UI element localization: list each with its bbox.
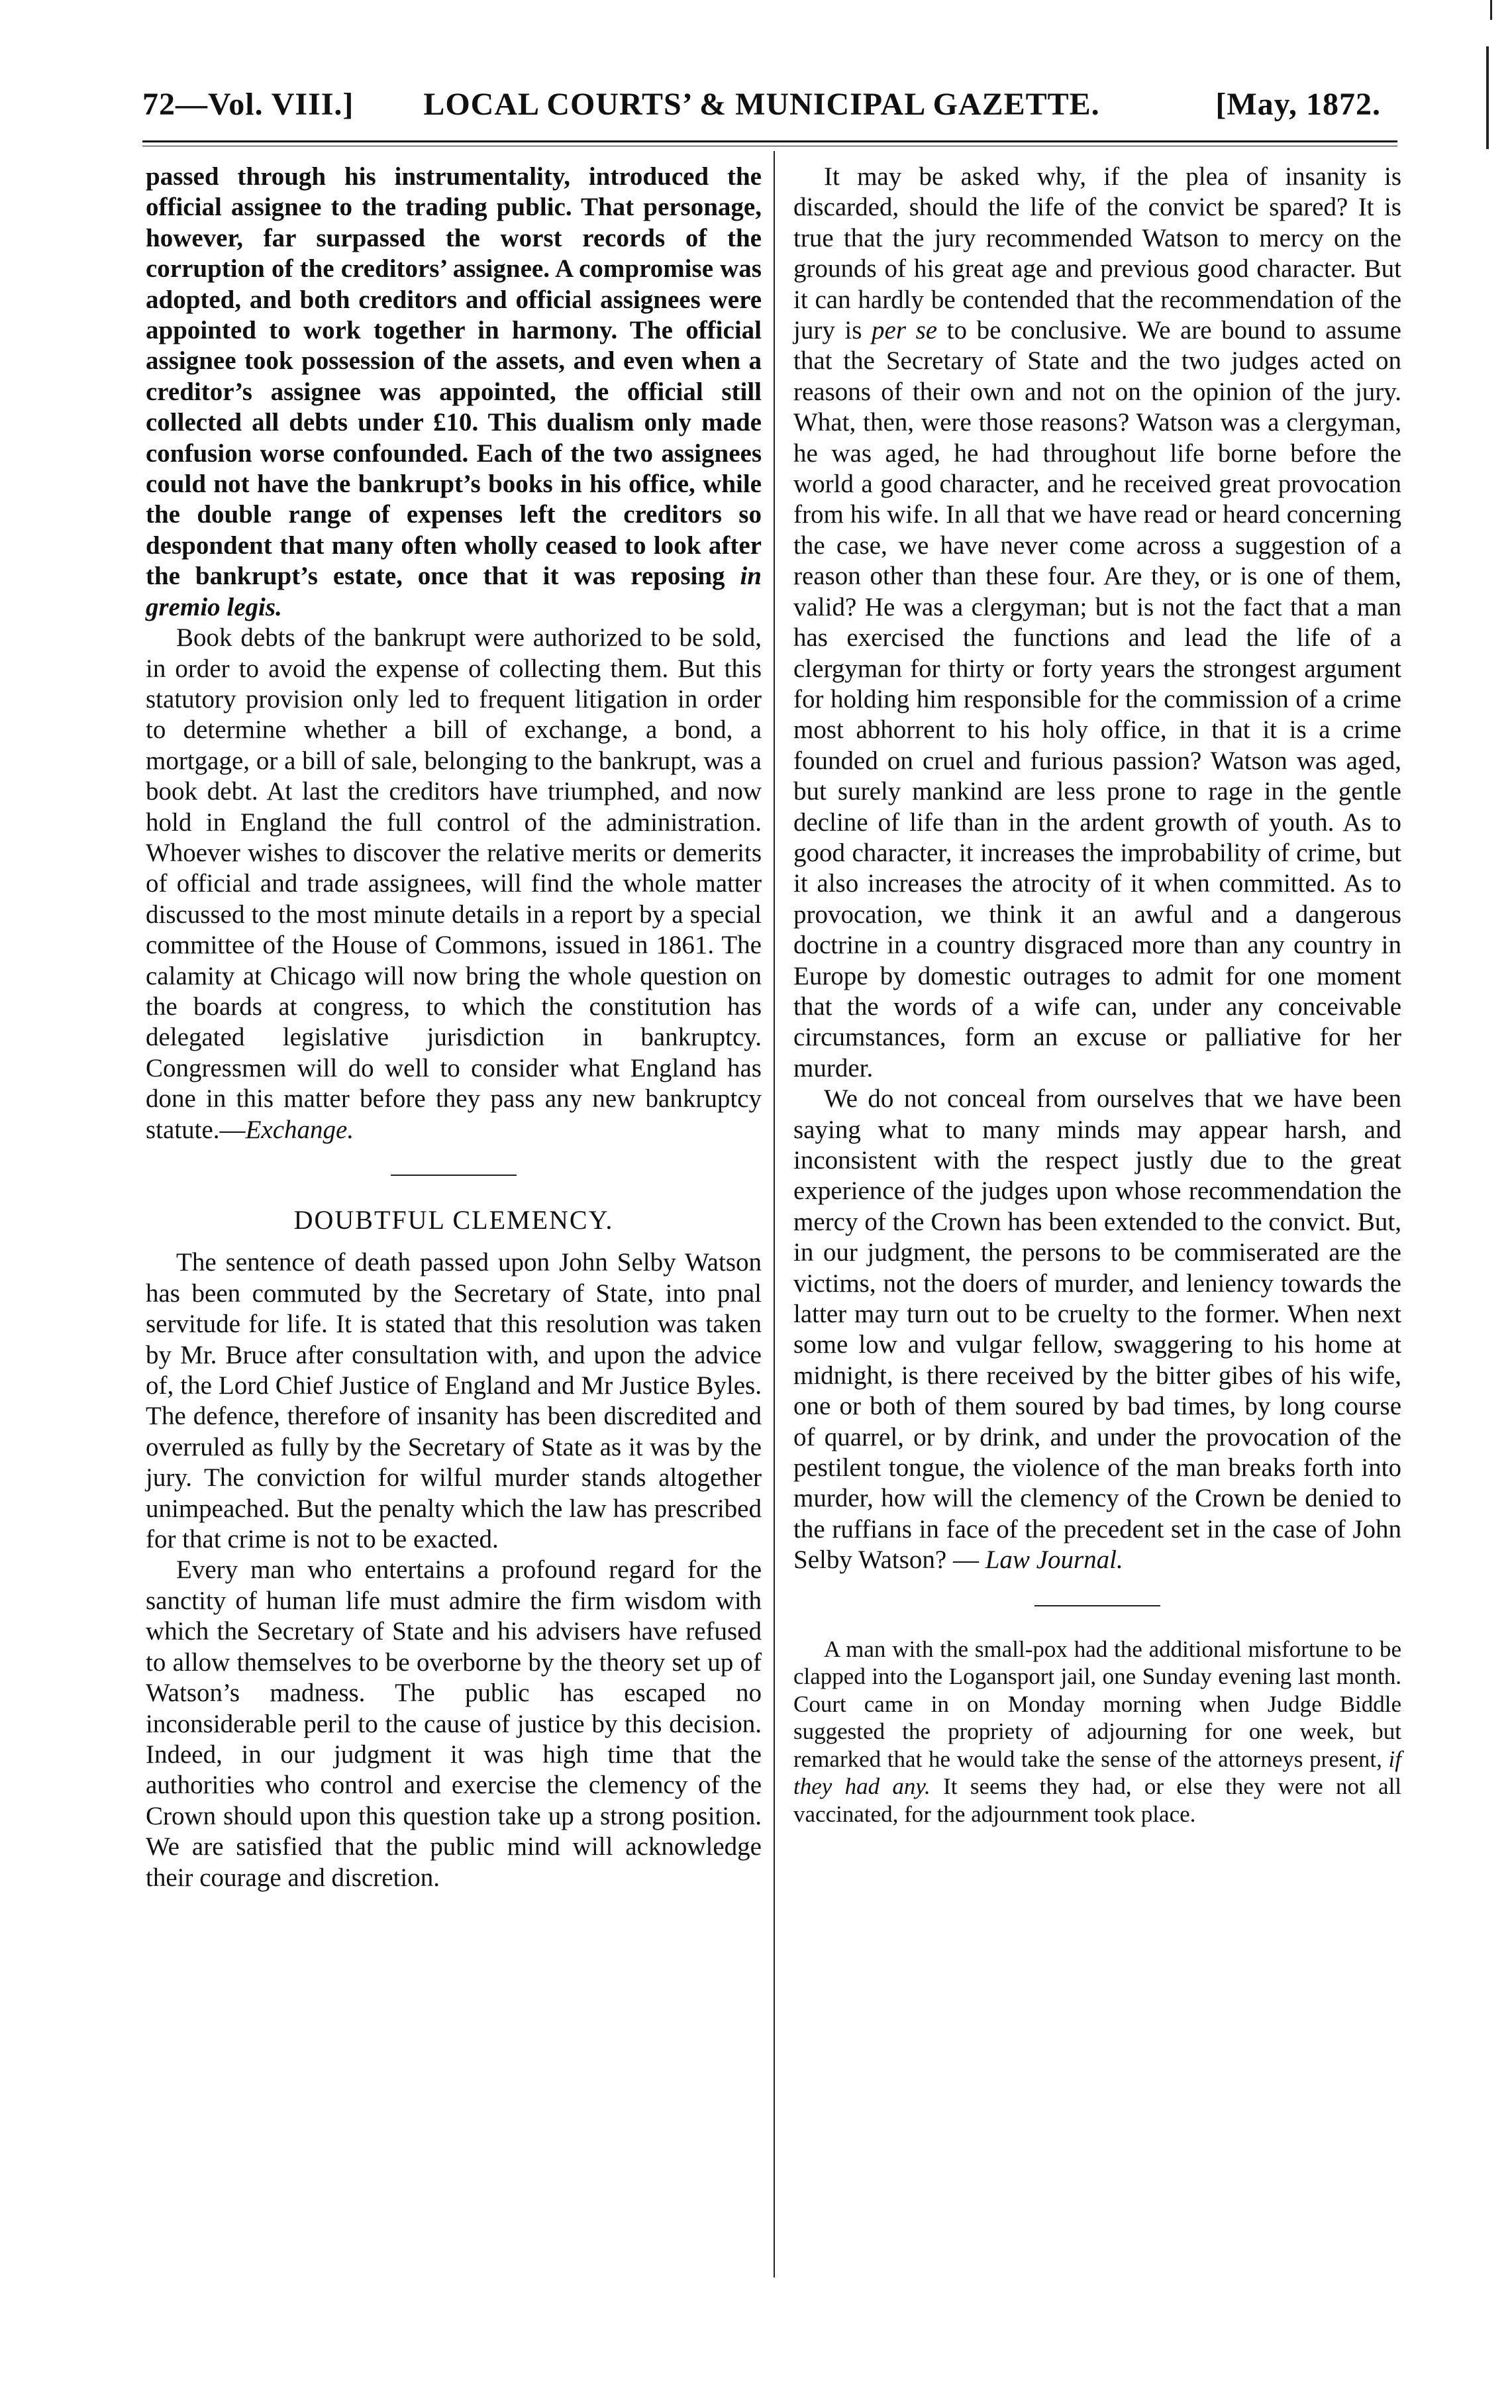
latin-per-se: per se — [872, 316, 938, 345]
source-law-journal: Law Journal. — [985, 1545, 1123, 1575]
column-divider — [774, 151, 775, 2277]
smallpox-note — [793, 1636, 1401, 1828]
bankruptcy-paragraph-1-text: passed through his instrumentality, introduced the official assignee to the trading public. That personage, however, far surpassed the worst records of the corruption of the creditors’ assignee. A compromise was adopted, and both creditors and official assignees were appointed to work together in harmony. The official assignee took possession of the assets, and even when a creditor’s assignee was appointed, the official still collected all debts under £10. This dualism only made confusion worse confounded. Each of the two assignees could not have the bankrupt’s books in his office, while the double range of expenses left the creditors so despondent that many often wholly ceased to look after the bankrupt’s estate, once that it was reposing — [146, 162, 762, 591]
article-title: DOUBTFUL CLEMENCY. — [293, 1205, 614, 1235]
source-exchange: Exchange. — [245, 1115, 354, 1144]
clemency-paragraph-3 — [793, 162, 1401, 1084]
bankruptcy-paragraph-1 — [146, 162, 762, 623]
latin-phrase: in gremio legis. — [146, 562, 762, 621]
clemency-paragraph-3-text-a: It may be asked why, if the plea of insanity is discarded, should the life of the convict be spared? It is true that the jury recommended Watson to mercy on the grounds of his great age and previous good character. But it can hardly be contended that the recommendation of the jury is — [793, 162, 1401, 345]
clemency-paragraph-2: Every man who entertains a profound regard for the sanctity of human life must admire the firm wisdom with which the Secretary of State and his advisers have refused to allow themselves to be overborne by the theory set up of Watson’s madness. The public has escaped no inconsiderable peril to the cause of justice by this decision. Indeed, in our judgment it was high time that the authorities who control and exercise the clemency of the Crown should upon this question take up a strong position. We are satisfied that the public mind will acknowledge their courage and discretion. — [146, 1555, 762, 1892]
bankruptcy-paragraph-2-text: Book debts of the bankrupt were authorized to be sold, in order to avoid the expense of collecting them. But this statutory provision only led to frequent litigation in order to determine whether a bill of exchange, a bond, a mortgage, or a bill of sale, belonging to the bankrupt, was a book debt. At last the creditors have triumphed, and now hold in England the full control of the administration. Whoever wishes to discover the relative merits or demerits of official and trade assignees, will find the whole matter discussed to the most minute details in a report by a special committee of the House of Commons, issued in 1861. The calamity at Chicago will now bring the whole question on the boards at congress, to which the constitution has delegated legislative jurisdiction in bankruptcy. Congressmen will do well to consider what England has done in this matter before they pass any new bankruptcy statute.— — [146, 623, 762, 1144]
header-rule — [142, 140, 1397, 142]
clemency-paragraph-4 — [793, 1084, 1401, 1576]
page-edge-mark — [1486, 46, 1489, 149]
issue-date: [May, 1872. — [1215, 87, 1381, 122]
page-header — [142, 86, 1381, 132]
left-column — [146, 162, 762, 1893]
section-divider-2 — [1034, 1605, 1160, 1606]
clemency-paragraph-3-text-b: to be conclusive. We are bound to assume that the Secretary of State and the two judges acted on reasons of their own and not on the opinion of the jury. What, then, were those reasons? Watson was a clergyman, he was aged, he had throughout life borne before the world a good character, and he received great provocation from his wife. In all that we have read or heard concerning the case, we have never come across a suggestion of a reason other than these four. Are they, or is one of them, valid? He was a clergyman; but is not the fact that a man has exercised the functions and lead the life of a clergyman for thirty or forty years the strongest argument for holding him responsible for the commission of a crime most abhorrent to his holy office, in that it is a crime founded on cruel and furious passion? Watson was aged, but surely mankind are less prone to rage in the gentle decline of life than in the ardent growth of youth. As to good character, it increases the improbability of crime, but it also increases the atrocity of it when committed. As to provocation, we think it an awful and a dangerous doctrine in a country disgraced more than any country in Europe by domestic outrages to admit for one moment that the words of a wife can, under any conceivable circumstances, form an excuse or palliative for her murder. — [793, 316, 1401, 1082]
smallpox-note-text-b: It seems they had, or else they were not all vaccinated, for the adjournment took place. — [793, 1773, 1401, 1827]
smallpox-note-text-a: A man with the small-pox had the additional misfortune to be clapped into the Logansport jail, one Sunday evening last month. Court came in on Monday morning when Judge Biddle suggested the propriety of adjourning for one week, but remarked that he would take the sense of the attorneys present, — [793, 1636, 1401, 1772]
smallpox-note-italic: if they had any. — [793, 1746, 1401, 1800]
bankruptcy-paragraph-2 — [146, 623, 762, 1145]
clemency-paragraph-4-text: We do not conceal from ourselves that we have been saying what to many minds may appear harsh, and inconsistent with the respect justly due to the great experience of the judges upon whose recommendation the mercy of the Crown has been extended to the convict. But, in our judgment, the persons to be commiserated are the victims, not the doers of murder, and leniency towards the latter may turn out to be cruelty to the former. When next some low and vulgar fellow, swaggering to his home at midnight, is there received by the bitter gibes of his wife, one or both of them soured by bad times, by long course of quarrel, or by drink, and under the provocation of the pestilent tongue, the violence of the man breaks forth into murder, how will the clemency of the Crown be denied to the ruffians in face of the precedent set in the case of John Selby Watson? — — [793, 1084, 1401, 1575]
page-number-volume: 72—Vol. VIII.] — [142, 87, 354, 122]
clemency-paragraph-1: The sentence of death passed upon John Selby Watson has been commuted by the Secretary of State, into pnal servitude for life. It is stated that this resolution was taken by Mr. Bruce after consultation with, and upon the advice of, the Lord Chief Justice of England and Mr Justice Byles. The defence, therefore of insanity has been discredited and overruled as fully by the Secretary of State as it was by the jury. The conviction for wilful murder stands altogether unimpeached. But the penalty which the law has prescribed for that crime is not to be exacted. — [146, 1248, 762, 1554]
section-divider — [391, 1175, 517, 1176]
right-column — [793, 162, 1401, 1828]
page-edge-mark-top — [1490, 0, 1492, 20]
publication-title: LOCAL COURTS’ & MUNICIPAL GAZETTE. — [423, 87, 1100, 122]
